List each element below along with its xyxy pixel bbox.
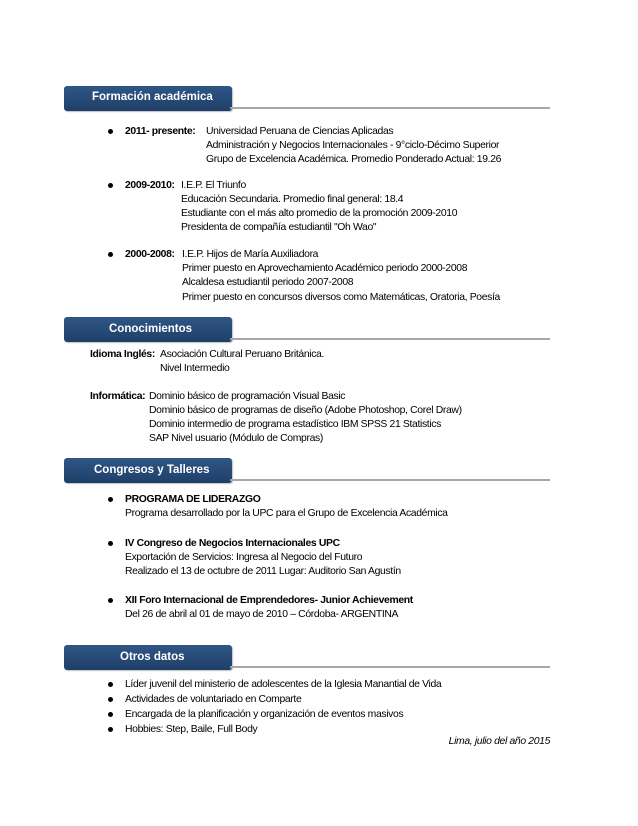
computing-line: Dominio básico de programación Visual Basic	[149, 391, 346, 402]
education-line: Alcaldesa estudiantil periodo 2007-2008	[182, 277, 354, 288]
bullet-icon	[108, 252, 113, 257]
education-line: Presidenta de compañía estudiantil "Oh Wao"	[181, 222, 377, 233]
bullet-icon	[108, 183, 113, 188]
congress-line: Realizado el 13 de octubre de 2011 Lugar: Auditorio San Agustín	[125, 566, 401, 577]
bullet-icon	[108, 129, 113, 134]
education-line: I.E.P. Hijos de María Auxiliadora	[182, 249, 319, 260]
bullet-icon	[108, 541, 113, 546]
bullet-icon	[108, 682, 113, 687]
education-line: I.E.P. El Triunfo	[181, 180, 246, 191]
congress-title: IV Congreso de Negocios Internacionales UPC	[125, 538, 340, 549]
education-line: Educación Secundaria. Promedio final general: 18.4	[181, 194, 404, 205]
computing-label: Informática:	[90, 391, 146, 402]
education-line: Primer puesto en Aprovechamiento Académico periodo 2000-2008	[182, 263, 468, 274]
other-item: Actividades de voluntariado en Comparte	[125, 694, 302, 705]
education-period: 2009-2010:	[125, 180, 175, 191]
bullet-icon	[108, 497, 113, 502]
section-rule-congresos	[230, 479, 550, 481]
section-title-otros: Otros datos	[120, 651, 185, 663]
congress-title: XII Foro Internacional de Emprendedores- Junior Achievement	[125, 595, 413, 606]
section-rule-otros	[230, 666, 550, 668]
section-title-congresos: Congresos y Talleres	[94, 464, 210, 476]
section-title-formacion: Formación académica	[92, 91, 213, 103]
computing-line: Dominio básico de programas de diseño (Adobe Photoshop, Corel Draw)	[149, 405, 462, 416]
language-line: Nivel Intermedio	[160, 363, 230, 374]
education-line: Estudiante con el más alto promedio de la promoción 2009-2010	[181, 208, 458, 219]
bullet-icon	[108, 727, 113, 732]
language-label: Idioma Inglés:	[90, 349, 155, 360]
other-item: Hobbies: Step, Baile, Full Body	[125, 724, 258, 735]
congress-title: PROGRAMA DE LIDERAZGO	[125, 494, 261, 505]
footer-date: Lima, julio del año 2015	[448, 736, 550, 747]
language-line: Asociación Cultural Peruano Británica.	[160, 349, 325, 360]
education-line: Grupo de Excelencia Académica. Promedio Ponderado Actual: 19.26	[206, 154, 502, 165]
computing-line: Dominio intermedio de programa estadístico IBM SPSS 21 Statistics	[149, 419, 441, 430]
education-line: Universidad Peruana de Ciencias Aplicadas	[206, 126, 394, 137]
section-rule-conocimientos	[230, 338, 550, 340]
other-item: Líder juvenil del ministerio de adolescentes de la Iglesia Manantial de Vida	[125, 679, 442, 690]
education-line: Primer puesto en concursos diversos como Matemáticas, Oratoria, Poesía	[182, 292, 500, 303]
bullet-icon	[108, 712, 113, 717]
congress-line: Exportación de Servicios: Ingresa al Negocio del Futuro	[125, 552, 363, 563]
computing-line: SAP Nivel usuario (Módulo de Compras)	[149, 433, 323, 444]
bullet-icon	[108, 697, 113, 702]
congress-line: Programa desarrollado por la UPC para el Grupo de Excelencia Académica	[125, 508, 448, 519]
other-item: Encargada de la planificación y organización de eventos masivos	[125, 709, 404, 720]
bullet-icon	[108, 598, 113, 603]
education-period: 2000-2008:	[125, 249, 175, 260]
congress-line: Del 26 de abril al 01 de mayo de 2010 – Córdoba- ARGENTINA	[125, 609, 399, 620]
section-title-conocimientos: Conocimientos	[109, 323, 193, 335]
education-period: 2011- presente:	[125, 126, 196, 137]
section-rule-formacion	[230, 107, 550, 109]
education-line: Administración y Negocios Internacionales - 9°ciclo-Décimo Superior	[206, 140, 500, 151]
